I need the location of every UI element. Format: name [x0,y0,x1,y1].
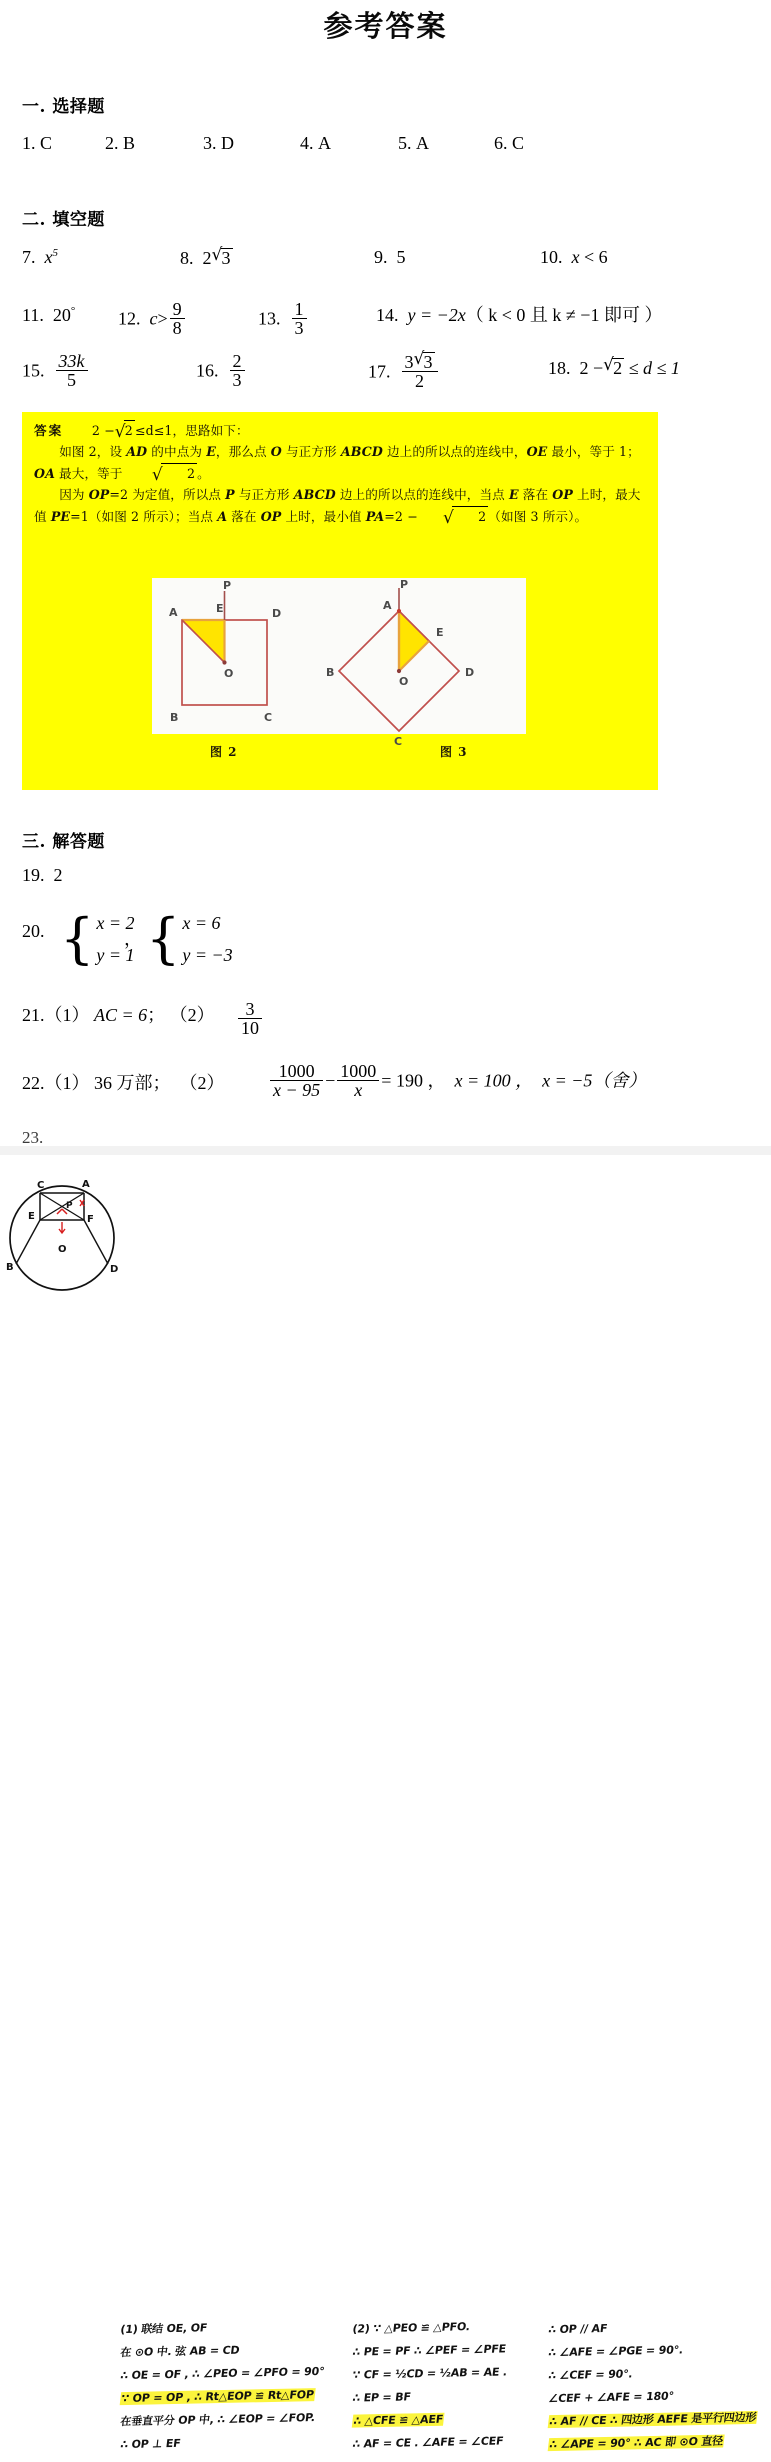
answer-box-para-2: 因为 OP=2 为定值，所以点 P 与正方形 ABCD 边上的所以点的连线中，当点 E 落在 OP 上时，最大值 PE=1（如图 2 所示）；当点 A 落在 OP 上时，最小值 PA=2 − √ 2 （如图 3 所示）。 [34,485,646,527]
hw-col1-line-1: (1) 联结 OE, OF [119,2321,208,2337]
blank-item-17: 17. $\frac{3 √ 3}{2}$ [368,352,440,391]
sys1-eq1: x = 2 [96,913,135,933]
answer-box-para-1: 如图 2，设 AD 的中点为 E，那么点 O 与正方形 ABCD 边上的所以点的连线中，OE 最小，等于 1；OA 最大，等于 √ 2 。 [34,442,646,484]
handwriting-column-1 [119,2321,326,2460]
figure3-label-O: O [399,675,409,688]
hw-label-A: A [82,1179,90,1190]
figure3-label-E: E [436,626,444,639]
figure2-label-O: O [224,667,234,680]
blank-item-18: 18. 2 − √ 2 ≤ d ≤ 1 [548,358,680,377]
blank-answer-row-1 [0,248,771,278]
choice-item-5: 5. A [398,133,429,153]
figure-3-group [326,578,474,748]
blank-item-15: 15. $\frac{33k}{5}$ [22,352,90,390]
figure2-label-P: P [223,579,232,592]
blank-answer-row-3 [0,352,771,398]
hw-col1-line-3: ∴ OE = OF , ∴ ∠PEO = ∠PFO = 90° [119,2364,326,2383]
q21-fraction: $\frac{3}{10}$ [236,1000,264,1038]
page-title: 参考答案 [323,9,448,43]
choice-item-4: 4. A [300,133,331,153]
hw-col2-line-1: (2) ∵ △PEO ≌ △PFO. [351,2320,471,2336]
hw-col2-line-5: ∴ △CFE ≌ △AEF [352,2412,444,2428]
hw-label-C: C [37,1180,45,1191]
solve-item-21: 21.（1） AC = 6； （2） $\frac{3}{10}$ [0,1000,771,1046]
blank-item-10: 10. x < 6 [540,247,608,267]
figure3-label-C: C [394,735,403,748]
geometry-figures-svg [152,578,526,748]
figures-panel [152,578,526,748]
hw-col1-line-2: 在 ⊙O 中. 弦 AB = CD [119,2343,241,2360]
hw-label-O: O [58,1244,67,1255]
segment-EB [16,1220,40,1264]
blank-item-7: 7. $x^5$ [22,247,58,267]
solve-item-20: 20. { x = 2 y = 1 ， { x = 6 y = −3 [22,907,233,971]
solve-item-23-label: 23. [22,1128,44,1147]
blank-item-9: 9. 5 [374,247,406,267]
choice-answer-row [0,134,771,164]
brace-left-2: { [146,907,181,971]
handwriting-column-3 [548,2322,756,2460]
figure3-label-B: B [326,666,335,679]
highlighted-answer-box [22,412,658,790]
blank-item-8: 8. 2 √ 3 [180,248,233,267]
figure2-point-O [222,660,226,664]
system-separator: ， [124,929,142,949]
figure3-yellow-triangle [399,611,429,671]
answer-box-line-1: 答案 2 − √ 2 ≤d≤1，思路如下： [34,420,646,441]
hw-label-P: P [66,1201,73,1211]
figure3-label-D: D [465,666,475,679]
figure-2-caption: 图 2 [210,745,238,759]
figure2-label-B: B [170,711,179,724]
hw-label-B: B [6,1262,14,1273]
q22-equation: $\frac{1000}{x - 95}$ − $\frac{1000}{x}$ = 190 ， x = 100 ， x = −5（舍） [268,1062,646,1100]
sys2-eq2: y = −3 [182,944,233,965]
figure3-label-P: P [400,578,409,591]
choice-item-3: 3. D [203,133,234,153]
figure2-label-D: D [272,607,282,620]
handwriting-divider [0,1146,771,1155]
blank-item-16: 16. $\frac{2}{3}$ [196,352,247,390]
section-heading-choice: 一. 选择题 [22,97,105,117]
solve-item-22: 22.（1） 36 万部； （2） $\frac{1000}{x - 95}$ − $\frac{1000}{x}$ = 190 ， x = 100 ， x = −5（舍） [22,1061,647,1101]
segment-FD [84,1220,108,1264]
choice-item-2: 2. B [105,133,136,153]
blank-item-11: 11. 20° [22,305,76,325]
hw-col3-line-3: ∴ ∠CEF = 90°. [547,2367,634,2383]
figure3-label-A: A [383,599,392,612]
brace-left-1: { [60,907,95,971]
figure2-label-E: E [216,602,224,615]
hw-col2-line-2: ∴ PE = PF ∴ ∠PEF = ∠PFE [351,2342,507,2359]
solve-item-19: 19. 2 [22,865,63,885]
figure2-label-A: A [169,606,178,619]
hw-col3-line-1: ∴ OP // AF [547,2321,608,2337]
figure3-point-A [397,609,401,613]
hw-col1-line-6: ∴ OP ⊥ EF [119,2436,182,2452]
handwritten-circle-diagram [4,1160,124,1335]
choice-item-1: 1. C [22,133,53,153]
hw-col3-line-4: ∠CEF + ∠AFE = 180° [547,2389,675,2406]
system-2 [146,908,233,971]
blank-item-14: 14. y = −2x（ k < 0 且 k ≠ −1 即可 ） [376,305,663,325]
red-arrow-mark [59,1222,65,1233]
hw-label-D: D [110,1264,119,1275]
hw-col2-line-3: ∵ CF = ½CD = ½AB = AE . [351,2365,508,2382]
hw-col3-line-5: ∴ AF // CE ∴ 四边形 AEFE 是平行四边形 [548,2410,758,2429]
figure3-point-O [397,669,401,673]
choice-item-6: 6. C [494,133,525,153]
hw-col3-line-2: ∴ ∠AFE = ∠PGE = 90°. [547,2343,684,2360]
hw-label-F: F [87,1214,94,1225]
section-heading-blank: 二. 填空题 [22,210,105,230]
section-heading-solve: 三. 解答题 [22,832,105,852]
blank-item-12: 12. c> $\frac{9}{8}$ [118,300,187,338]
hw-col2-line-6: ∴ AF = CE . ∠AFE = ∠CEF [351,2434,505,2451]
hw-label-E: E [28,1211,35,1222]
hw-col3-line-6: ∴ ∠APE = 90° ∴ AC 即 ⊙O 直径 [548,2434,724,2452]
sys1-eq2: y = 1 [96,944,135,965]
hw-col1-line-4: ∵ OP = OP , ∴ Rt△EOP ≌ Rt△FOP [120,2388,315,2406]
handwriting-column-2 [352,2322,506,2460]
blank-item-13: 13. $\frac{1}{3}$ [258,300,309,338]
figure-3-caption: 图 3 [440,745,468,759]
blank-answer-row-2 [0,300,771,346]
hw-col2-line-4: ∴ EP = BF [351,2390,412,2405]
figure2-label-C: C [264,711,273,724]
circle-O [10,1186,114,1290]
sys2-eq1: x = 6 [182,913,221,933]
handwriting-zone [0,1158,771,2452]
figure-2-group [169,579,281,724]
answer-box-text [34,420,646,527]
hw-col1-line-5: 在垂直平分 OP 中, ∴ ∠EOP = ∠FOP. [119,2411,316,2429]
